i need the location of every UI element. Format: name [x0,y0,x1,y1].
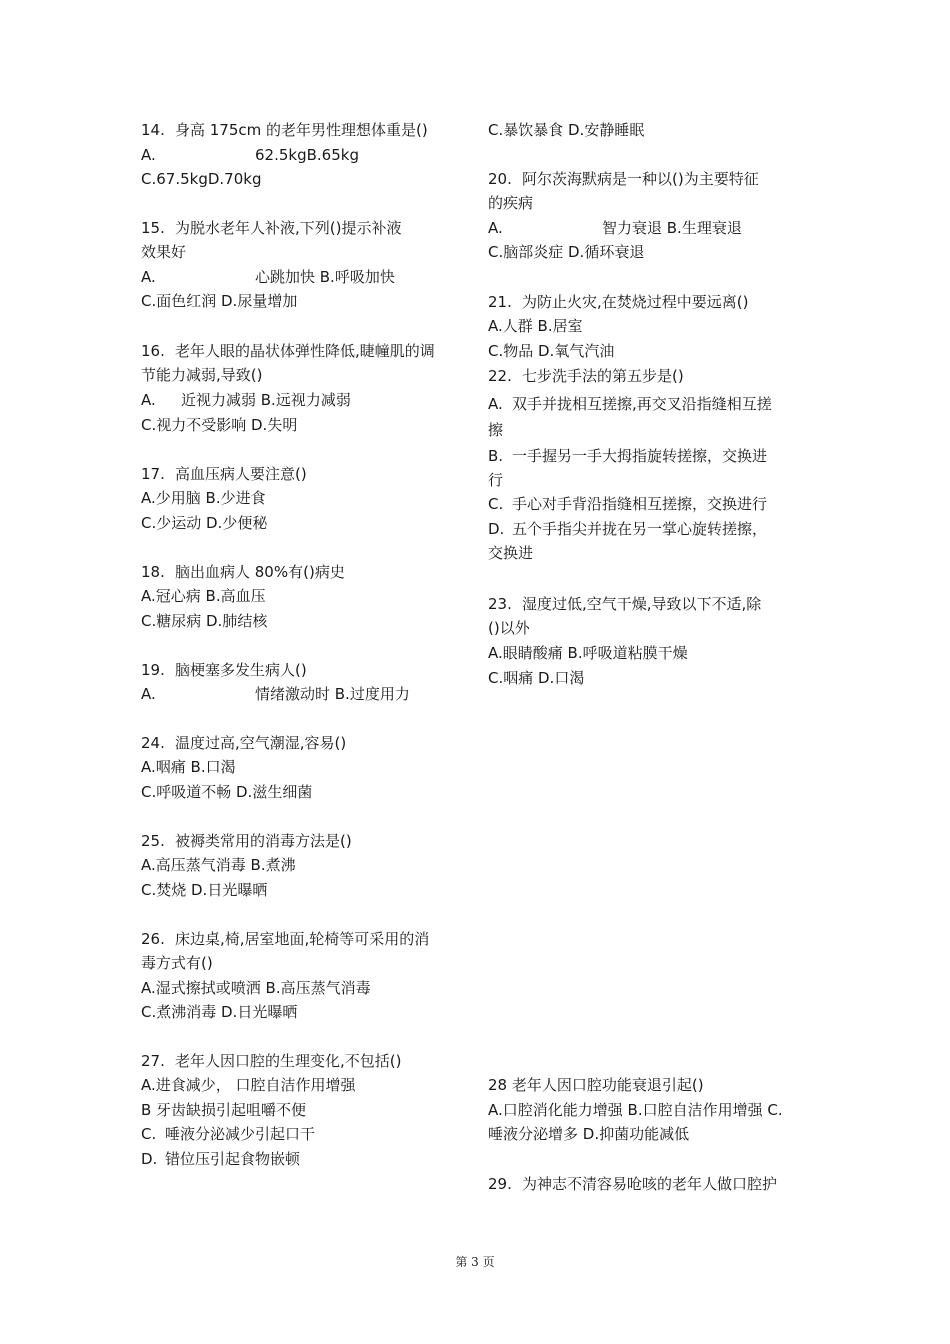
answer-options [141,145,359,165]
option-a-continued: 擦 [488,421,504,439]
question-18 [141,562,345,582]
question-21 [488,292,748,312]
question-text: 阿尔茨海默病是一种以()为主要特征 [522,170,759,188]
question-text: 床边桌,椅,居室地面,轮椅等可采用的消 [175,930,430,948]
question-text: 为神志不清容易呛咳的老年人做口腔护 [522,1175,778,1193]
question-number: 17. [141,465,165,483]
answer-options: C.咽痛 D.口渴 [488,669,585,687]
question-text: 脑出血病人 80%有()病史 [175,563,345,581]
question-27 [141,1051,401,1071]
option-b [488,446,767,466]
question-14 [141,120,428,140]
question-number: 25. [141,832,165,850]
answer-options: C.糖尿病 D.肺结核 [141,612,268,630]
answer-options: A.眼睛酸痛 B.呼吸道粘膜干燥 [488,644,688,662]
question-number: 27. [141,1052,165,1070]
option-label: A. [488,395,503,413]
answer-options: A.进食减少， 口腔自洁作用增强 [141,1076,356,1094]
question-number: 26. [141,930,165,948]
page-number: 第 3 页 [455,1255,495,1269]
question-text-continued: 的疾病 [488,194,534,212]
option-d-continued: 交换进 [488,544,534,562]
option-label: D. [141,1150,158,1168]
question-text: 高血压病人要注意() [175,465,307,483]
answer-options [141,1149,300,1169]
option-label: D. [488,520,505,538]
option-d [488,519,767,539]
question-text: 温度过高,空气潮湿,容易() [175,734,347,752]
option-a [488,394,772,414]
answer-options [141,390,351,410]
question-24 [141,733,346,753]
option-label: A. [141,391,156,409]
question-text: 老年人眼的晶状体弹性降低,睫幢肌的调 [175,342,435,360]
answer-options: C.视力不受影响 D.失明 [141,416,298,434]
question-number: 15. [141,219,165,237]
question-text: 身高 175cm 的老年男性理想体重是() [175,121,428,139]
question-text: 脑梗塞多发生病人() [175,661,307,679]
option-text: 心跳加快 B.呼吸加快 [255,268,395,286]
answer-options: C.暴饮暴食 D.安静睡眠 [488,121,645,139]
option-text: 五个手指尖并拢在另一掌心旋转搓擦， [512,520,768,538]
option-label: A. [141,685,156,703]
question-text: 老年人因口腔的生理变化,不包括() [175,1052,402,1070]
answer-options: C.面色红润 D.尿量增加 [141,292,298,310]
question-number: 16. [141,342,165,360]
option-text: 近视力减弱 B.远视力减弱 [181,391,351,409]
question-text-continued: 效果好 [141,243,187,261]
option-text: 一手握另一手大拇指旋转搓擦，交换进 [512,447,768,465]
answer-options: C.脑部炎症 D.循环衰退 [488,243,645,261]
answer-options: 唾液分泌增多 D.抑菌功能减低 [488,1125,690,1143]
answer-options: A.冠心病 B.高血压 [141,587,266,605]
answer-options: A.湿式擦拭或喷洒 B.高压蒸气消毒 [141,979,371,997]
option-label: C. [141,1125,157,1143]
question-text-continued: ()以外 [488,619,530,637]
option-text: 手心对手背沿指缝相互搓擦，交换进行 [512,495,768,513]
question-22 [488,366,684,386]
option-label: B. [488,447,504,465]
answer-options [141,1124,315,1144]
option-label: A. [141,268,156,286]
answer-options [141,684,410,704]
question-20 [488,169,759,189]
question-23 [488,594,761,614]
answer-options [488,218,742,238]
question-text: 为防止火灾,在焚烧过程中要远离() [522,293,749,311]
answer-options: C.呼吸道不畅 D.滋生细菌 [141,783,313,801]
question-text: 七步洗手法的第五步是() [522,367,684,385]
answer-options: C.67.5kgD.70kg [141,170,262,188]
question-number: 19. [141,661,165,679]
question-16 [141,341,435,361]
question-text-continued: 节能力减弱,导致() [141,366,263,384]
question-number: 21. [488,293,512,311]
answer-options: C.焚烧 D.日光曝晒 [141,881,268,899]
question-number: 24. [141,734,165,752]
option-text: 唾液分泌减少引起口干 [165,1125,316,1143]
question-number: 23. [488,595,512,613]
question-number: 29. [488,1175,512,1193]
question-15 [141,218,401,238]
question-text-continued: 毒方式有() [141,954,213,972]
option-label: A. [141,146,156,164]
answer-options: A.高压蒸气消毒 B.煮沸 [141,856,296,874]
question-28: 28 老年人因口腔功能衰退引起() [488,1076,704,1094]
option-text: 62.5kgB.65kg [255,146,359,164]
question-number: 14. [141,121,165,139]
option-text: 双手并拢相互搓擦,再交叉沿指缝相互搓 [512,395,772,413]
option-text: 错位压引起食物嵌顿 [165,1150,301,1168]
question-29 [488,1174,777,1194]
option-b-continued: 行 [488,471,504,489]
question-number: 22. [488,367,512,385]
answer-options: A.人群 B.居室 [488,317,583,335]
question-19 [141,660,307,680]
answer-options [141,267,395,287]
answer-options: B 牙齿缺损引起咀嚼不便 [141,1101,307,1119]
question-text: 湿度过低,空气干燥,导致以下不适,除 [522,595,762,613]
option-label: C. [488,495,504,513]
answer-options: A.口腔消化能力增强 B.口腔自洁作用增强 C. [488,1101,783,1119]
question-number: 20. [488,170,512,188]
answer-options: C.物品 D.氧气汽油 [488,342,615,360]
answer-options: A.少用脑 B.少进食 [141,489,266,507]
question-26 [141,929,429,949]
option-text: 智力衰退 B.生理衰退 [602,219,742,237]
question-text: 被褥类常用的消毒方法是() [175,832,352,850]
answer-options: A.咽痛 B.口渴 [141,758,236,776]
option-text: 情绪激动时 B.过度用力 [255,685,410,703]
question-text: 为脱水老年人补液,下列()提示补液 [175,219,402,237]
option-label: A. [488,219,503,237]
option-c [488,494,767,514]
answer-options: C.煮沸消毒 D.日光曝晒 [141,1003,298,1021]
question-number: 18. [141,563,165,581]
question-25 [141,831,352,851]
answer-options: C.少运动 D.少便秘 [141,514,268,532]
question-17 [141,464,307,484]
